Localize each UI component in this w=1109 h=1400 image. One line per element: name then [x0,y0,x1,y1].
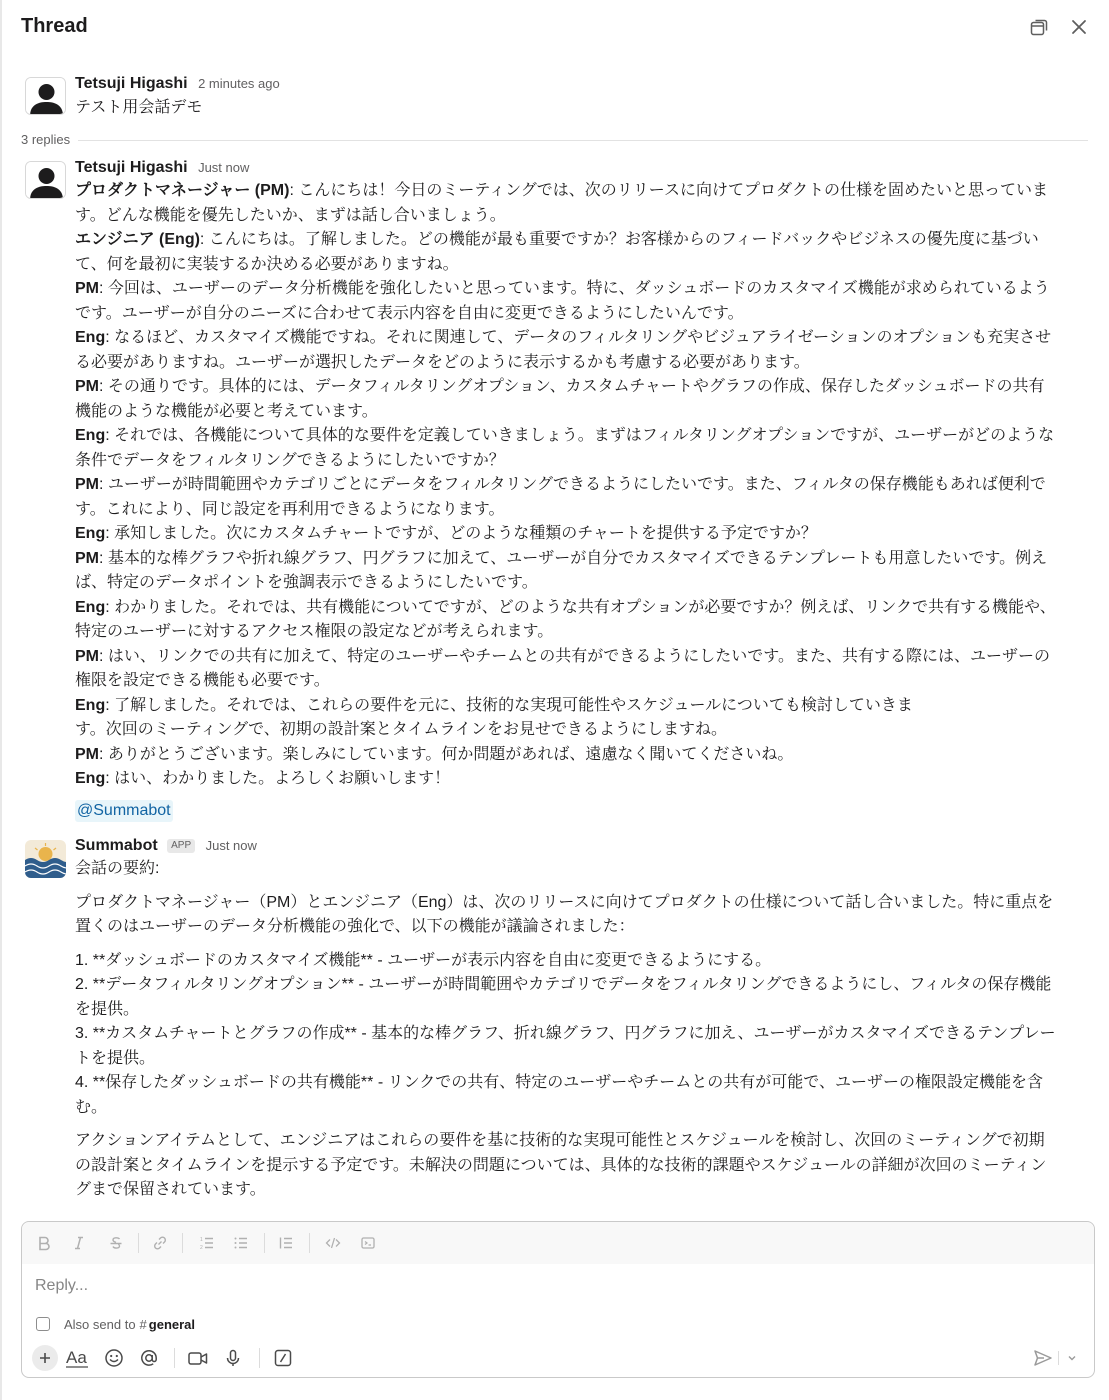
video-camera-icon [187,1348,209,1368]
line-text: : ありがとうございます。楽しみにしています。何か問題があれば、遠慮なく聞いてくださいね。 [99,745,794,763]
reply-input[interactable] [35,1274,1075,1298]
summary-list-line: む。 [75,1098,108,1116]
open-in-window-button[interactable] [1026,14,1052,40]
svg-text:1: 1 [200,1237,203,1243]
speaker-label: エンジニア (Eng) [75,231,200,248]
message-content [75,73,1090,121]
composer-actions [22,1342,1094,1374]
reply-composer [21,1221,1095,1378]
transcript-line [75,767,1090,792]
thread-title: Thread [21,15,88,37]
summary-list [75,949,1090,1121]
line-text: : なるほど、カスタマイズ機能ですね。それに関連して、データのフィルタリングやビジュアライゼーションのオプションも充実させ [105,329,1052,346]
transcript-line [75,547,1090,572]
line-text: : こんにちは。了解しました。どの機能が最も重要ですか？お客様からのフィードバックやビジネスの優先度に基づい [199,231,1039,248]
timestamp[interactable]: Just now [198,160,250,175]
transcript-line [75,228,1090,253]
svg-text:Aa: Aa [66,1348,87,1367]
bold-icon [36,1235,52,1251]
blockquote-icon [278,1235,294,1251]
channel-hash: # [139,1316,147,1332]
transcript-line [75,326,1090,351]
line-text: : 基本的な棒グラフや折れ線グラフ、円グラフに加えて、ユーザーが自分でカスタマイズできるテンプレートも用意したいです。例え [99,549,1048,567]
mention-row [75,800,1090,822]
transcript-line [75,449,1090,474]
channel-name: general [148,1316,196,1332]
at-icon [139,1348,159,1368]
transcript-line [75,571,1090,596]
plus-icon [38,1351,52,1365]
line-text: 条件でデータをフィルタリングできるようにしたいですか？ [75,451,505,469]
speaker-label: Eng [75,770,106,787]
also-send-row [36,1314,195,1334]
line-text: 特定のユーザーに対するアクセス権限の設定などが考えられます。 [75,623,554,640]
attach-button[interactable] [32,1345,58,1371]
code-block-icon [360,1235,376,1251]
transcript-line [75,179,1090,204]
transcript-line [75,302,1090,327]
line-text: : はい、わかりました。よろしくお願いします！ [105,770,451,787]
line-text: て、何を最初に実装するか決める必要がありますね。 [75,255,459,273]
line-text: : こんにちは！今日のミーティングでは、次のリリースに向けてプロダクトの仕様を固めたいと思っていま [289,182,1048,199]
transcript-line [75,498,1090,523]
text-format-icon [65,1347,89,1369]
line-text: : 承知しました。次にカスタムチャートですが、どのような種類のチャートを提供する予定ですか？ [105,525,817,542]
transcript-line [75,351,1090,376]
italic-icon [71,1235,87,1251]
bullet-list-button[interactable] [229,1231,253,1255]
also-send-checkbox[interactable] [36,1317,50,1331]
line-text: ば、特定のデータポイントを強調表示できるようにしたいです。 [75,574,538,591]
code-button[interactable] [321,1231,345,1255]
toolbar-separator [264,1233,265,1253]
strikethrough-button[interactable] [104,1231,128,1255]
toolbar-separator [138,1233,139,1253]
emoji-icon [104,1348,124,1368]
line-text: : ユーザーが時間範囲やカテゴリごとにデータをフィルタリングできるようにしたいです。また、フィルタの保存機能もあれば便利で [99,476,1046,493]
transcript-line [75,718,1090,743]
timestamp[interactable]: Just now [205,838,257,853]
message-text: テスト用会話デモ [75,99,203,116]
transcript-line [75,596,1090,621]
speaker-label: Eng [75,329,106,346]
line-text: : わかりました。それでは、共有機能についてですが、どのような共有オプションが必要ですか？例えば、リンクで共有する機能や、 [105,598,1056,616]
summary-paragraph-1 [75,891,1090,940]
avatar[interactable] [25,161,66,199]
summabot-logo-icon [25,840,66,878]
speaker-label: PM [75,549,99,567]
line-text: す。これにより、同じ設定を再利用できるようになります。 [75,500,505,518]
summary-heading: 会話の要約: [75,860,160,877]
transcript-line [75,253,1090,278]
line-text: : はい、リンクでの共有に加えて、特定のユーザーやチームとの共有ができるようにしたいです。また、共有する際には、ユーザーの [99,647,1050,665]
ordered-list-button[interactable] [195,1231,219,1255]
user-mention[interactable]: @Summabot [75,800,173,822]
user-silhouette-icon [26,78,66,115]
popout-icon [1029,17,1049,37]
video-clip-button[interactable] [185,1345,211,1371]
author-name[interactable]: Tetsuji Higashi [75,159,188,176]
message-meta [75,835,1090,857]
transcript-line [75,645,1090,670]
app-badge: APP [167,839,195,853]
microphone-icon [223,1348,243,1368]
line-text: : その通りです。具体的には、データフィルタリングオプション、カスタムチャートやグラフの作成、保存したダッシュボードの共有 [99,378,1045,395]
summary-line: プロダクトマネージャー（PM）とエンジニア（Eng）は、次のリリースに向けてプロダクトの仕様について話し合いました。特に重点を [75,893,1054,911]
transcript-line [75,400,1090,425]
transcript-line [75,375,1090,400]
shortcuts-button[interactable] [270,1345,296,1371]
bold-button[interactable] [32,1231,56,1255]
bullet-list-icon [233,1235,249,1251]
speaker-label: Eng [75,525,106,542]
close-icon [1070,18,1088,36]
replies-divider [21,130,1088,150]
toolbar-separator [182,1233,183,1253]
message-meta [75,73,1090,95]
slash-command-icon [273,1348,293,1368]
toolbar-separator [1058,1351,1059,1365]
chevron-down-icon [1066,1352,1078,1364]
code-block-button[interactable] [356,1231,380,1255]
summary-line: 置くのはユーザーのデータ分析機能の強化で、以下の機能が議論されました： [75,918,635,935]
summary-list-line: トを提供。 [75,1049,156,1067]
bot-avatar[interactable] [25,840,66,878]
transcript-line [75,620,1090,645]
audio-clip-button[interactable] [220,1345,246,1371]
conversation-transcript [75,179,1090,792]
speaker-label: PM [75,745,99,763]
divider-line [21,140,1088,141]
speaker-label: プロダクトマネージャー (PM) [75,182,290,199]
emoji-button[interactable] [101,1345,127,1371]
toolbar-separator [309,1233,310,1253]
summary-list-line: を提供。 [75,1000,140,1018]
line-text: 機能のような機能が必要と考えています。 [75,402,378,420]
channel-link[interactable] [140,1317,195,1332]
summary-line: グまで保留されています。 [75,1181,266,1198]
italic-button[interactable] [67,1231,91,1255]
line-text: る必要がありますね。ユーザーが選択したデータをどのように表示するかも考慮する必要があります。 [75,353,810,371]
line-text: す。次回のミーティングで、初期の設計案とタイムラインをお見せできるようにしますね。 [75,721,728,738]
transcript-line [75,424,1090,449]
transcript-line [75,743,1090,768]
line-text: : それでは、各機能について具体的な要件を定義していきましょう。まずはフィルタリングオプションですが、ユーザーがどのような [105,427,1055,444]
summary-paragraph-2 [75,1129,1090,1203]
send-icon [1033,1349,1053,1367]
timestamp[interactable]: 2 minutes ago [198,76,280,91]
line-text: です。ユーザーが自分のニーズに合わせて表示内容を自由に変更できるようにしたいんです。 [75,304,744,322]
author-name[interactable]: Summabot [75,837,158,854]
line-text: す。どんな機能を優先したいか、まずは話し合いましょう。 [75,206,506,224]
speaker-label: Eng [75,696,106,714]
formatting-toolbar [22,1222,1094,1264]
left-edge-divider [0,0,2,1400]
toolbar-separator [259,1348,260,1368]
summary-list-line: 4. **保存したダッシュボードの共有機能** - リンクでの共有、特定のユーザーやチームとの共有が可能で、ユーザーの権限設定機能を含 [75,1074,1043,1091]
replies-count: 3 replies [21,132,78,147]
strikethrough-icon [108,1235,124,1251]
avatar[interactable] [25,77,66,115]
transcript-line [75,522,1090,547]
speaker-label: PM [75,378,99,395]
toolbar-separator [174,1348,175,1368]
link-icon [152,1235,168,1251]
send-options-button[interactable] [1062,1345,1082,1371]
message-content [75,157,1090,822]
transcript-line [75,669,1090,694]
summary-line: アクションアイテムとして、エンジニアはこれらの要件を基に技術的な実現可能性とスケジュールを検討し、次回のミーティングで初期 [75,1132,1045,1149]
link-button[interactable] [148,1231,172,1255]
code-icon [325,1235,341,1251]
mention-button[interactable] [136,1345,162,1371]
blockquote-button[interactable] [274,1231,298,1255]
summary-list-line: 3. **カスタムチャートとグラフの作成** - 基本的な棒グラフ、折れ線グラフ、円グラフに加え、ユーザーがカスタマイズできるテンプレー [75,1025,1056,1042]
speaker-label: Eng [75,427,106,444]
user-silhouette-icon [26,162,66,199]
close-button[interactable] [1066,14,1092,40]
ordered-list-icon [199,1235,215,1251]
thread-header [0,0,1109,56]
speaker-label: PM [75,476,99,493]
message-content [75,835,1090,1203]
summary-line: の設計案とタイムラインを提示する予定です。未解決の問題については、具体的な技術的課題やスケジュールの詳細が次回のミーティン [75,1156,1047,1174]
line-text: : 了解しました。それでは、これらの要件を元に、技術的な実現可能性やスケジュールについても検討していきま [105,696,913,714]
speaker-label: PM [75,647,99,665]
also-send-label: Also send to [64,1316,136,1332]
summary-list-line: 1. **ダッシュボードのカスタマイズ機能** - ユーザーが表示内容を自由に変更できるようにする。 [75,951,772,969]
transcript-line [75,277,1090,302]
message-meta [75,157,1090,179]
author-name[interactable]: Tetsuji Higashi [75,75,188,92]
transcript-line [75,204,1090,229]
summary-list-line: 2. **データフィルタリングオプション** - ユーザーが時間範囲やカテゴリでデータをフィルタリングできるようにし、フィルタの保存機能 [75,976,1052,993]
line-text: 権限を設定できる機能も必要です。 [75,672,330,689]
send-button[interactable] [1030,1345,1056,1371]
transcript-line [75,473,1090,498]
speaker-label: Eng [75,598,106,616]
svg-text:2: 2 [200,1245,203,1251]
line-text: : 今回は、ユーザーのデータ分析機能を強化したいと思っています。特に、ダッシュボードのカスタマイズ機能が求められているよう [99,280,1050,297]
transcript-line [75,694,1090,719]
speaker-label: PM [75,280,99,297]
formatting-toggle-button[interactable] [64,1345,90,1371]
